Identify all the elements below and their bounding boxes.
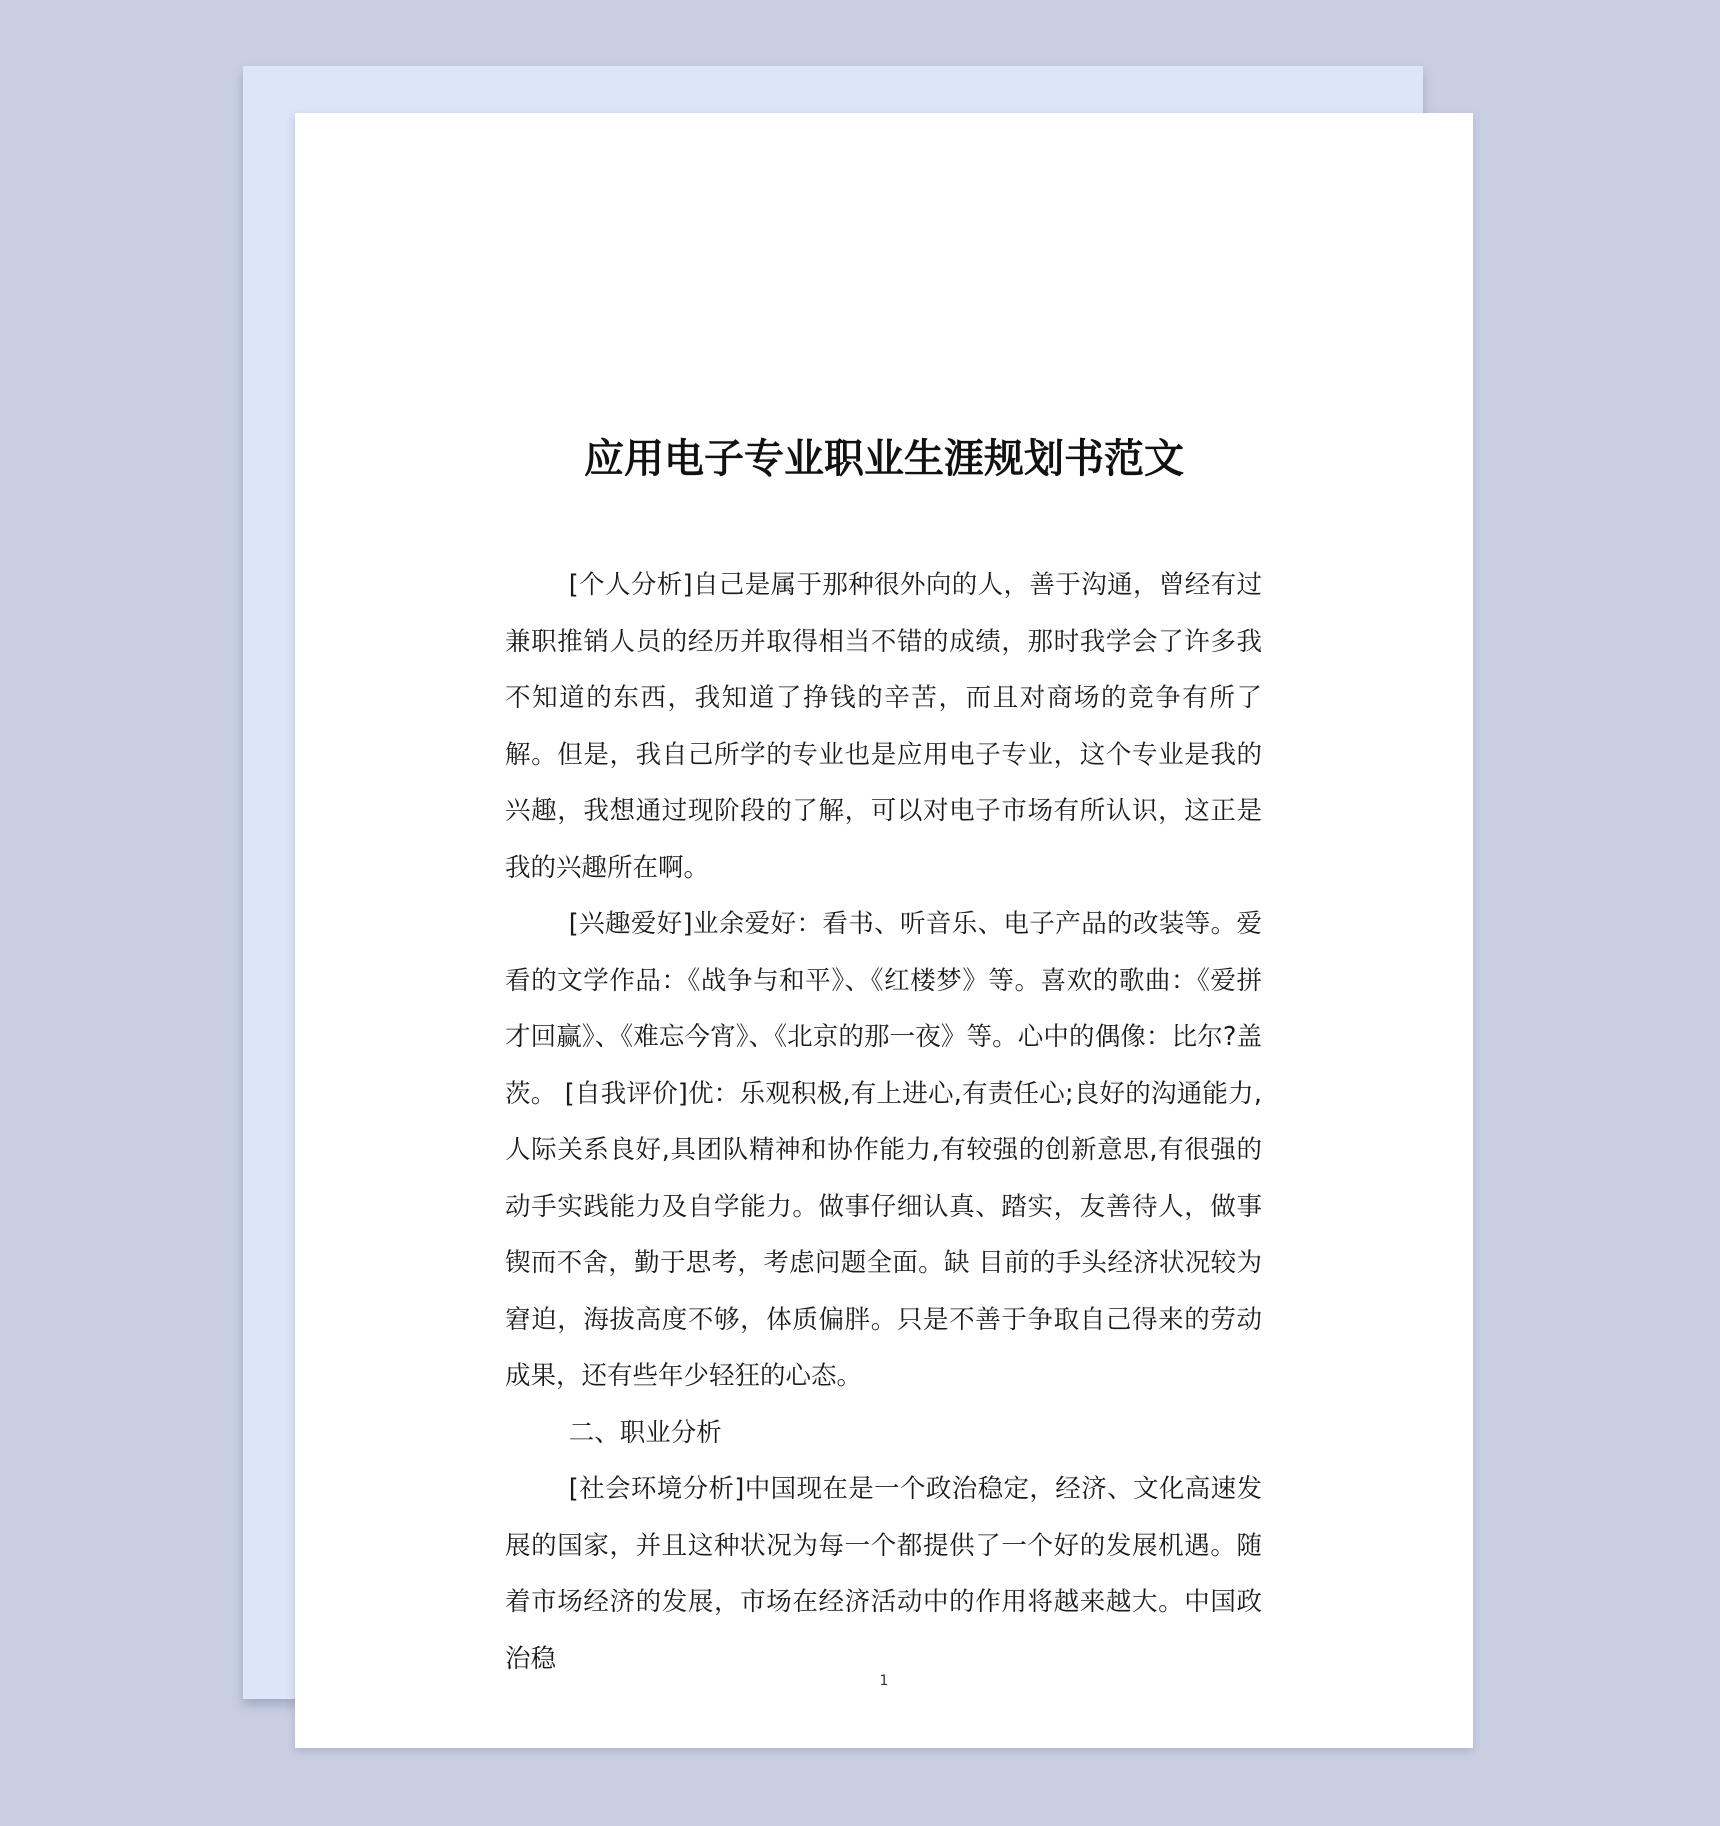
document-title: 应用电子专业职业生涯规划书范文 [584, 436, 1184, 482]
document-page [295, 113, 1473, 1748]
page-number: 1 [879, 1673, 889, 1689]
paragraph-social-environment: [社会环境分析]中国现在是一个政治稳定，经济、文化高速发展的国家，并且这种状况为每一个都提供了一个好的发展机遇。随着市场经济的发展，市场在经济活动中的作用将越来越大。中国政治稳 [505, 1474, 1262, 1674]
document-body [505, 557, 1262, 1687]
section-heading-career-analysis: 二、职业分析 [568, 1417, 722, 1448]
paragraph-personal-analysis: [个人分析]自己是属于那种很外向的人，善于沟通，曾经有过兼职推销人员的经历并取得相当不错的成绩，那时我学会了许多我不知道的东西，我知道了挣钱的辛苦，而且对商场的竞争有所了解。但是，我自己所学的专业也是应用电子专业，这个专业是我的兴趣，我想通过现阶段的了解，可以对电子市场有所认识，这正是我的兴趣所在啊。 [505, 570, 1262, 883]
paragraph-interests-self-evaluation: [兴趣爱好]业余爱好：看书、听音乐、电子产品的改装等。爱看的文学作品：《战争与和平》、《红楼梦》等。喜欢的歌曲：《爱拼才回赢》、《难忘今宵》、《北京的那一夜》等。心中的偶像：比尔?盖茨。 [自我评价]优：乐观积极,有上进心,有责任心;良好的沟通能力,人际关系良好,具团队精神和协作能力,有较强的创新意思,有很强的动手实践能力及自学能力。做事仔细认真、踏实，友善待人，做事锲而不舍，勤于思考，考虑问题全面。缺 目前的手头经济状况较为窘迫，海拔高度不够，体质偏胖。只是不善于争取自己得来的劳动成果，还有些年少轻狂的心态。 [505, 909, 1262, 1391]
